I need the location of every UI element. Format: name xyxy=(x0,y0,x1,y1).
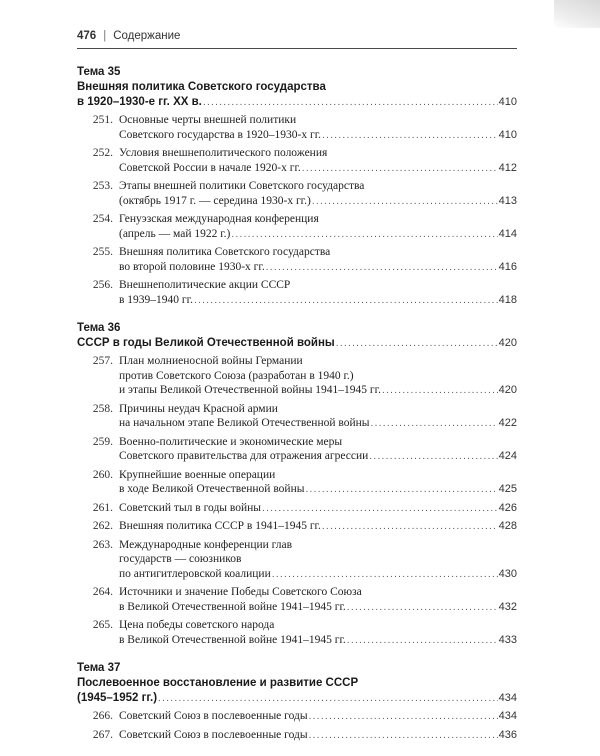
entry-last-line xyxy=(119,600,517,616)
dot-leader xyxy=(312,195,498,210)
entry-number: 251. xyxy=(92,114,113,126)
entry-page-number: 413 xyxy=(498,194,517,207)
entry-last-line xyxy=(119,567,517,583)
entry-last-line xyxy=(119,728,517,744)
entry-last-line xyxy=(119,501,517,517)
entry-number: 254. xyxy=(92,213,113,225)
entry-title-line: в Великой Отечественной войне 1941–1945 гг. xyxy=(119,633,346,646)
entry-title-line: во второй половине 1930-х гг. xyxy=(119,260,265,273)
entry-number: 256. xyxy=(92,279,113,291)
entry-number: 255. xyxy=(92,246,113,258)
entry-title-line: Этапы внешней политики Советского государства xyxy=(119,180,365,192)
topic-label: Тема 37 xyxy=(77,662,121,674)
table-of-contents xyxy=(77,65,517,756)
entry-page-number: 425 xyxy=(498,483,517,495)
entry-title-line: Внешнеполитические акции СССР xyxy=(119,279,291,291)
toc-topic xyxy=(77,661,517,743)
toc-entry xyxy=(77,113,517,143)
entry-title-line: в Великой Отечественной войне 1941–1945 гг. xyxy=(119,600,346,613)
entry-page-number: 422 xyxy=(498,417,517,429)
dot-leader xyxy=(194,294,498,309)
entry-number: 260. xyxy=(92,468,113,481)
entry-last-line xyxy=(119,227,517,243)
entry-title-line: Советский Союз в послевоенные годы xyxy=(119,710,308,722)
entry-title-line: План молниеносной войны Германии xyxy=(119,355,303,367)
dot-leader xyxy=(382,384,498,399)
entry-number: 252. xyxy=(92,147,113,159)
topic-title xyxy=(77,80,517,110)
entry-last-line xyxy=(119,709,517,725)
dot-leader xyxy=(336,336,498,351)
dot-leader xyxy=(309,729,498,744)
toc-entry xyxy=(77,538,517,583)
dot-leader xyxy=(203,95,498,110)
running-header xyxy=(77,30,517,42)
dot-leader xyxy=(158,691,498,706)
entry-title-line: Генуэзская международная конференция xyxy=(119,213,319,225)
dot-leader xyxy=(371,417,498,432)
entry-page-number: 420 xyxy=(498,384,517,396)
entry-page-number: 436 xyxy=(498,728,517,741)
topic-title-line: Внешняя политика Советского государства xyxy=(77,81,326,93)
toc-entry xyxy=(77,212,517,242)
dot-leader xyxy=(305,483,497,498)
entry-title-line: Внешняя политика Советского государства xyxy=(119,246,331,258)
dot-leader xyxy=(322,520,498,535)
entry-title-line: Цена победы советского народа xyxy=(119,619,275,631)
entry-number: 267. xyxy=(92,728,113,741)
page-corner-shadow xyxy=(554,0,600,28)
entry-number: 266. xyxy=(92,710,113,722)
entry-page-number: 410 xyxy=(498,128,517,141)
entry-number: 265. xyxy=(92,619,113,631)
entry-title-line: на начальном этапе Великой Отечественной войны xyxy=(119,417,370,429)
topic-title-line: Послевоенное восстановление и развитие СССР xyxy=(77,677,359,689)
entry-last-line xyxy=(119,633,517,649)
entry-number: 262. xyxy=(92,520,113,532)
entry-title-line: (октябрь 1917 г. — середина 1930-х гг.) xyxy=(119,194,311,207)
topic-title-last-line xyxy=(77,95,517,110)
toc-entry xyxy=(77,245,517,275)
entry-title-line: Внешняя политика СССР в 1941–1945 гг. xyxy=(119,520,321,532)
entry-page-number: 416 xyxy=(498,260,517,273)
dot-leader xyxy=(347,601,498,616)
dot-leader xyxy=(272,568,498,583)
entry-last-line xyxy=(119,161,517,177)
entry-last-line xyxy=(119,416,517,432)
entry-page-number: 434 xyxy=(498,710,517,722)
topic-page-number: 410 xyxy=(498,96,517,108)
dot-leader xyxy=(262,502,498,517)
entry-number: 264. xyxy=(92,586,113,598)
entry-title-line: Советский Союз в послевоенные годы xyxy=(119,728,308,741)
entry-page-number: 428 xyxy=(498,520,517,532)
topic-page-number: 420 xyxy=(498,337,517,349)
toc-entry xyxy=(77,519,517,535)
topic-title xyxy=(77,676,517,706)
toc-entry xyxy=(77,278,517,308)
entry-title-line: против Советского Союза (разработан в 1940 г.) xyxy=(119,369,354,382)
toc-entry xyxy=(77,585,517,615)
toc-entry xyxy=(77,709,517,725)
entry-title-line: Советский тыл в годы войны xyxy=(119,501,262,514)
toc-entry xyxy=(77,146,517,176)
topic-label: Тема 35 xyxy=(77,66,121,78)
entry-last-line xyxy=(119,194,517,210)
entry-number: 258. xyxy=(92,402,113,415)
entry-last-line xyxy=(119,482,517,498)
toc-entry xyxy=(77,618,517,648)
entry-page-number: 418 xyxy=(498,293,517,306)
toc-entry xyxy=(77,402,517,432)
entry-last-line xyxy=(119,293,517,309)
entry-last-line xyxy=(119,260,517,276)
entry-page-number: 430 xyxy=(498,567,517,580)
entry-page-number: 433 xyxy=(498,633,517,646)
entry-title-line: Основные черты внешней политики xyxy=(119,114,297,126)
entry-number: 257. xyxy=(92,355,113,367)
topic-title-line: (1945–1952 гг.) xyxy=(77,692,158,704)
dot-leader xyxy=(266,261,498,276)
entry-title-line: по антигитлеровской коалиции xyxy=(119,567,271,580)
toc-entry xyxy=(77,501,517,517)
entry-title-line: Международные конференции глав xyxy=(119,538,293,551)
page-number: 476 xyxy=(77,30,97,42)
dot-leader xyxy=(302,162,498,177)
toc-entry xyxy=(77,728,517,744)
entry-title-line: Крупнейшие военные операции xyxy=(119,468,276,481)
entry-title-line: в 1939–1940 гг. xyxy=(119,293,193,306)
toc-entry xyxy=(77,354,517,399)
topic-title-line: в 1920–1930-е гг. XX в. xyxy=(77,96,202,108)
entry-title-line: Советского правительства для отражения агрессии xyxy=(119,450,369,462)
entry-title-line: в ходе Великой Отечественной войны xyxy=(119,483,305,495)
entry-page-number: 412 xyxy=(498,161,517,174)
toc-entry xyxy=(77,468,517,498)
toc-entry xyxy=(77,435,517,465)
entry-title-line: Причины неудач Красной армии xyxy=(119,402,278,415)
dot-leader xyxy=(347,634,498,649)
entry-page-number: 432 xyxy=(498,600,517,613)
entry-title-line: Источники и значение Победы Советского Союза xyxy=(119,586,362,598)
entry-number: 263. xyxy=(92,538,113,551)
entry-title-line: Условия внешнеполитического положения xyxy=(119,147,328,159)
entry-page-number: 414 xyxy=(498,227,517,240)
entry-number: 261. xyxy=(92,501,113,514)
entry-title-line: государств — союзников xyxy=(119,553,242,565)
entry-title-line: Советской России в начале 1920-х гг. xyxy=(119,161,301,174)
entry-page-number: 426 xyxy=(498,501,517,514)
entry-last-line xyxy=(119,383,517,399)
entry-title-line: Военно-политические и экономические меры xyxy=(119,435,343,448)
topic-title-last-line xyxy=(77,691,517,706)
dot-leader xyxy=(322,129,498,144)
toc-entry xyxy=(77,179,517,209)
topic-title xyxy=(77,336,517,351)
entry-number: 253. xyxy=(92,180,113,192)
entry-number: 259. xyxy=(92,435,113,448)
entry-last-line xyxy=(119,128,517,144)
topic-title-last-line xyxy=(77,336,517,351)
entry-title-line: и этапы Великой Отечественной войны 1941–1945 гг. xyxy=(119,384,381,396)
topic-page-number: 434 xyxy=(498,692,517,704)
entry-page-number: 424 xyxy=(498,450,517,462)
entry-last-line xyxy=(119,449,517,465)
section-title: Содержание xyxy=(113,30,181,42)
toc-topic xyxy=(77,321,517,648)
dot-leader xyxy=(369,450,497,465)
entry-last-line xyxy=(119,519,517,535)
entry-title-line: (апрель — май 1922 г.) xyxy=(119,227,231,240)
dot-leader xyxy=(309,710,498,725)
header-rule xyxy=(77,48,517,49)
topic-title-line: СССР в годы Великой Отечественной войны xyxy=(77,337,335,349)
dot-leader xyxy=(231,228,497,243)
toc-topic xyxy=(77,65,517,308)
topic-label: Тема 36 xyxy=(77,322,121,334)
entry-title-line: Советского государства в 1920–1930-х гг. xyxy=(119,128,322,141)
header-separator: | xyxy=(103,30,107,42)
